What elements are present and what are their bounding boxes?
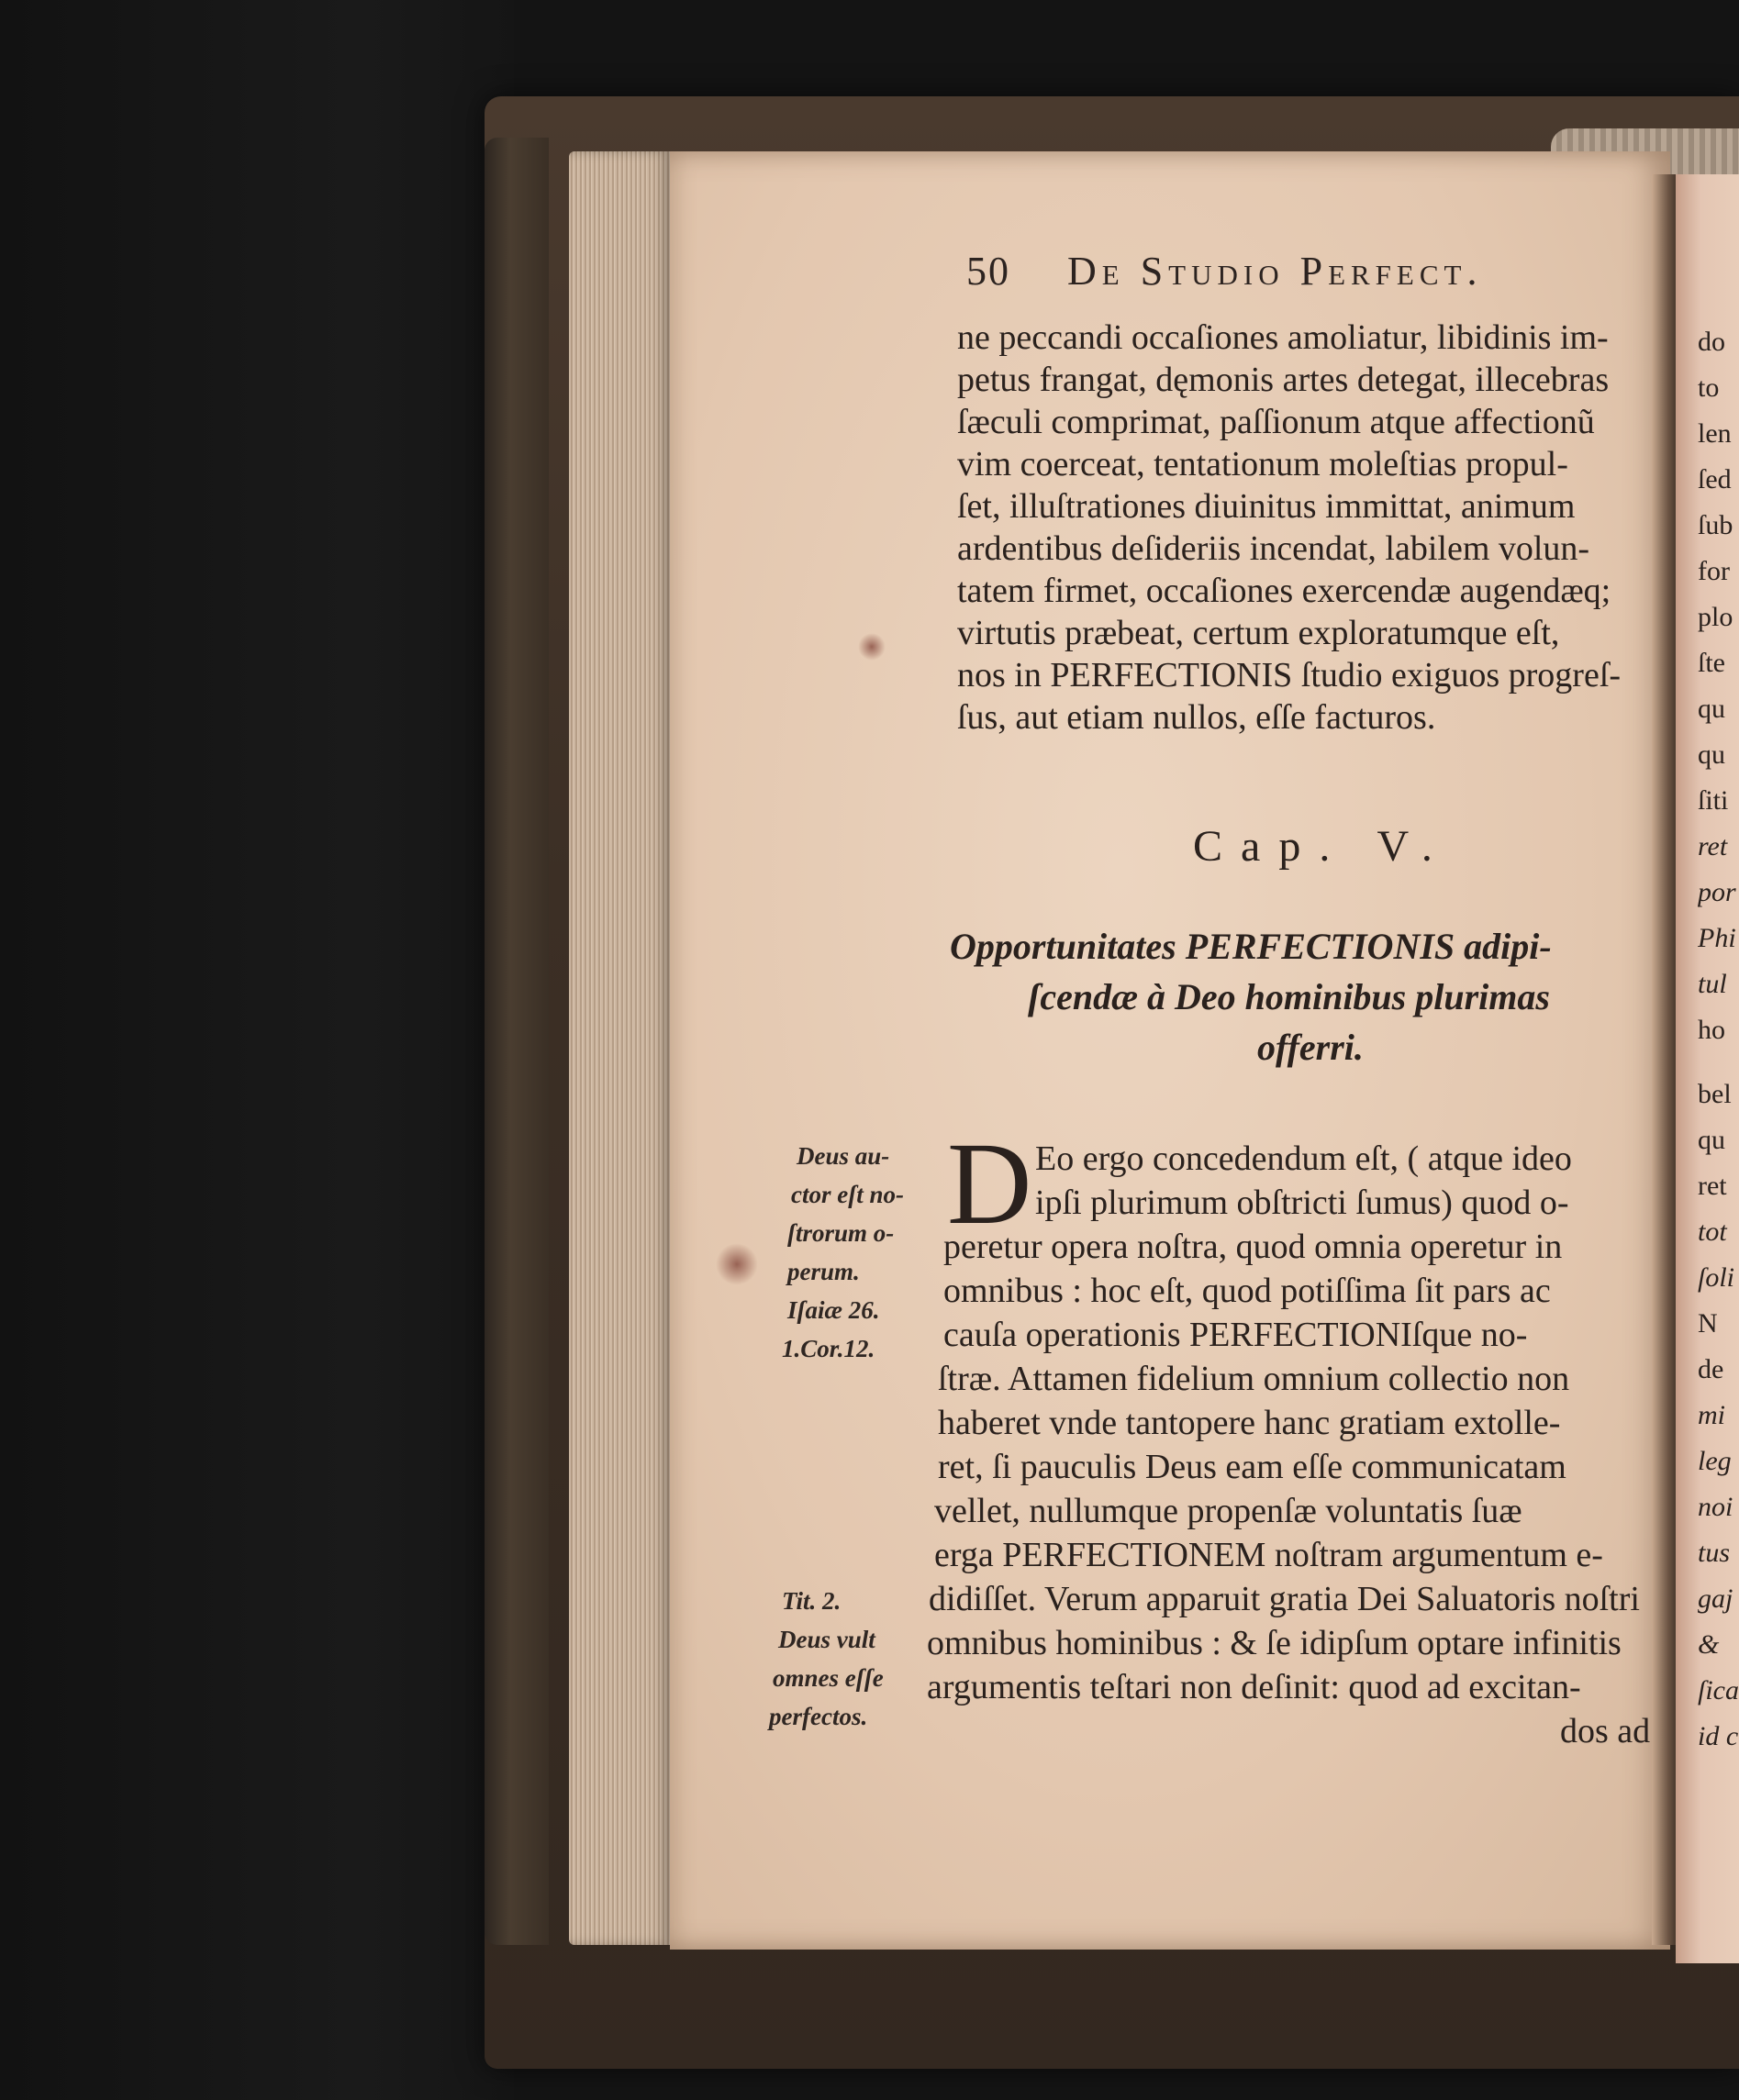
facing-page-text: & [1698,1629,1720,1660]
facing-page-text: ſica [1698,1675,1739,1706]
facing-page-text: ſiti [1698,785,1729,816]
facing-page-text: qu [1698,1125,1725,1155]
text-line: didiſſet. Verum apparuit gratia Dei Saluatoris noſtri [929,1580,1640,1618]
facing-page-text: tus [1698,1538,1731,1568]
margin-note: ctor eſt no- [791,1181,904,1208]
text-line: tatem firmet, occaſiones exercendæ augendæq; [957,572,1611,610]
text-line: ſæculi comprimat, paſſionum atque affectionũ [957,403,1595,441]
facing-page-text: to [1698,372,1720,403]
text-line: argumentis teſtari non deſinit: quod ad excitan- [927,1668,1581,1706]
text-line: ſet, illuſtrationes diuinitus immittat, animum [957,487,1576,526]
margin-note: 1.Cor.12. [782,1335,875,1362]
facing-page-text: len [1698,418,1732,449]
text-line: petus frangat, dęmonis artes detegat, illecebras [957,361,1610,399]
facing-page-text: ret [1698,1171,1727,1201]
facing-page-text: tot [1698,1217,1727,1247]
facing-page-text: qu [1698,694,1725,724]
chapter-title-line: Opportunitates PERFECTIONIS adipi- [950,926,1552,967]
ink-stain [858,633,886,661]
facing-page-text: for [1698,556,1730,586]
facing-page-text: leg [1698,1446,1732,1476]
facing-page-text: ſoli [1698,1262,1735,1293]
text-line: peretur opera noſtra, quod omnia operetur in [943,1228,1563,1266]
facing-page-text: ſub [1698,510,1733,540]
facing-page-text: mi [1698,1400,1725,1430]
text-line: cauſa operationis PERFECTIONIſque no- [943,1316,1528,1354]
facing-page-text: qu [1698,739,1725,770]
chapter-title-line: ſcendæ à Deo hominibus plurimas [1028,976,1550,1017]
text-line: ſus, aut etiam nullos, eſſe facturos. [957,698,1436,737]
margin-note: Deus vult [778,1626,875,1653]
text-line: ne peccandi occaſiones amoliatur, libidinis im- [957,318,1609,357]
chapter-heading: Cap. V. [1193,822,1451,871]
facing-page-text: plo [1698,602,1733,632]
page-block-edges [569,151,670,1945]
text-line: ipſi plurimum obſtricti ſumus) quod o- [1035,1183,1569,1222]
facing-page-text: ſte [1698,648,1725,678]
text-line: omnibus : hoc eſt, quod potiſſima ſit pars ac [943,1272,1551,1310]
margin-note: Tit. 2. [782,1587,842,1615]
running-head [966,248,1609,294]
ink-stain [716,1243,758,1285]
facing-page-text: ſed [1698,464,1732,494]
margin-note: perum. [787,1258,860,1285]
margin-note: omnes eſſe [773,1664,884,1692]
facing-page-text: tul [1698,969,1727,999]
text-line: ſtræ. Attamen fidelium omnium collectio non [938,1360,1570,1398]
text-line: ardentibus deſideriis incendat, labilem volun- [957,529,1590,568]
facing-page-text: de [1698,1354,1724,1384]
text-line: haberet vnde tantopere hanc gratiam extolle- [938,1404,1561,1442]
margin-note: Deus au- [797,1142,890,1170]
text-line: vellet, nullumque propenſæ voluntatis ſuæ [934,1492,1522,1530]
facing-page-text: por [1698,877,1736,907]
facing-page-text: ret [1698,831,1728,861]
catchword: dos ad [1560,1712,1651,1750]
margin-note: perfectos. [769,1703,868,1730]
margin-note: ſtrorum o- [787,1219,895,1247]
background [0,0,514,2100]
facing-page-text: ho [1698,1015,1725,1045]
page-number: 50 [966,249,1010,294]
facing-page-text: bel [1698,1079,1732,1109]
cover-edge [485,138,549,1945]
text-line: ret, ſi pauculis Deus eam eſſe communicatam [938,1448,1566,1486]
margin-note: Iſaiæ 26. [787,1296,880,1324]
text-line: vim coerceat, tentationum moleſtias propul- [957,445,1568,483]
text-line: Eo ergo concedendum eſt, ( atque ideo [1035,1139,1572,1178]
facing-page-text: noi [1698,1492,1733,1522]
running-title: De Studio Perfect. [1067,249,1483,294]
text-line: nos in PERFECTIONIS ſtudio exiguos progreſ- [957,656,1622,694]
facing-page-text: id c [1698,1721,1739,1751]
facing-page-text: gaj [1698,1583,1733,1614]
chapter-title-line: offerri. [1257,1027,1364,1068]
text-line: erga PERFECTIONEM noſtram argumentum e- [934,1536,1603,1574]
text-line: omnibus hominibus : & ſe idipſum optare infinitis [927,1624,1622,1662]
drop-cap: D [947,1118,1032,1249]
facing-page-text: Phi [1698,923,1736,953]
facing-page-text: N [1698,1308,1718,1339]
text-line: virtutis præbeat, certum exploratumque eſt, [957,614,1560,652]
facing-page-text: do [1698,327,1725,357]
